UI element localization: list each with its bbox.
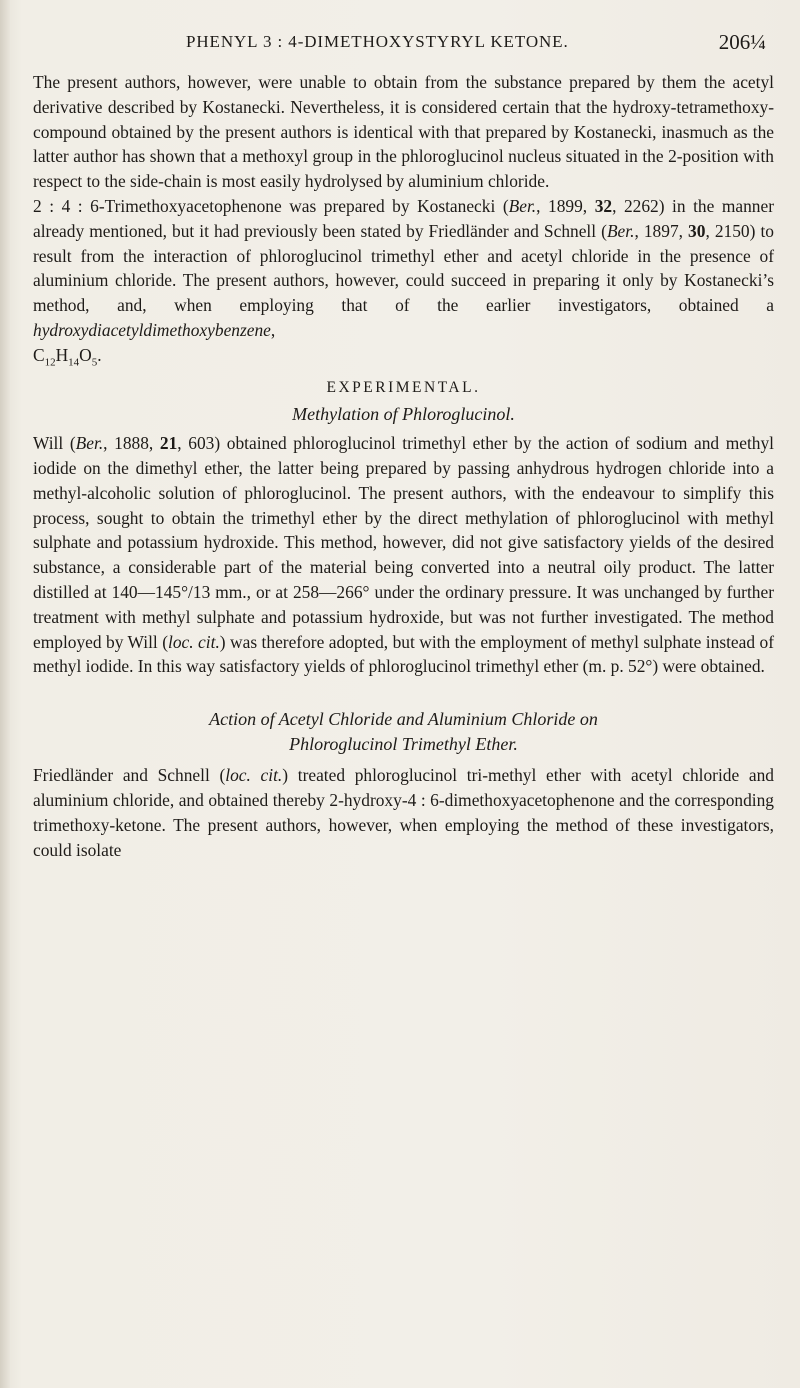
p3-ref-journal: Ber. <box>75 433 104 454</box>
p3-loc-cit: loc. cit. <box>168 631 220 652</box>
formula-end: . <box>97 344 102 365</box>
page-body <box>33 70 774 862</box>
paragraph-2 <box>33 194 774 343</box>
p2-ref2-volume: 30 <box>688 220 706 241</box>
p2-ref2-year: , 1897, <box>634 220 689 241</box>
p3-text-b: , 603) obtained phloroglucinol trimethyl ether by the action of sodium and methyl iodide on the dimethyl ether, the latter being prepared by passing anhydrous hydrogen chloride into a methyl-alcoholic solution of phloroglucinol. The present authors, with the endeavour to simplify this process, sought to obtain the trimethyl ether by the direct methylation of phloroglucinol with methyl sulphate and potassium hydroxide. This method, however, did not give satisfactory yields of the desired substance, a considerable part of the material being converted into a neutral oily product. The latter distilled at 140—145°/13 mm., or at 258—266° under the ordinary pressure. It was unchanged by further treatment with methyl sulphate and potassium hydroxide, but was not further investigated. The method employed by Will ( <box>33 433 775 652</box>
formula-o: O <box>79 344 92 365</box>
p4-text-b: ) treated phloroglucinol tri-methyl ether with acetyl chloride and aluminium chloride, and obtained thereby 2-hydroxy-4 : 6-dimethoxyacetophenone and the corresponding trimethoxy-ketone. The present authors, however, when employing the method of these investigators, could isolate <box>33 765 774 860</box>
formula-c-count: 12 <box>44 356 56 369</box>
subheading-acetyl-chloride <box>33 707 774 757</box>
p3-text-a: Will ( <box>33 433 76 454</box>
formula-c: C <box>33 344 45 365</box>
page-number: 206¼ <box>718 30 766 54</box>
page-header <box>0 30 800 60</box>
p3-ref-year: , 1888, <box>103 433 160 454</box>
page-binding-shadow <box>0 0 10 1388</box>
p2-ref2-journal: Ber. <box>606 220 635 241</box>
p4-loc-cit: loc. cit. <box>225 765 283 786</box>
formula-o-count: 5 <box>91 356 98 369</box>
section-title: EXPERIMENTAL. <box>326 379 481 397</box>
paragraph-3 <box>33 431 774 679</box>
p2-ref1-journal: Ber. <box>508 195 537 216</box>
p3-text-c: ) was therefore adopted, but with the employment of methyl sulphate instead of methyl iodide. In this way satisfactory yields of phloroglucinol trimethyl ether (m. p. 52°) were obtained. <box>33 631 775 677</box>
p4-text-a: Friedländer and Schnell ( <box>33 765 226 786</box>
formula-h: H <box>55 344 69 365</box>
molecular-formula <box>33 343 774 374</box>
p2-text-b: , 2150) to result from the interaction of phloroglucinol trimethyl ether and acetyl chloride in the presence of aluminium chloride. The present authors, however, could succeed in preparing it only by Kostanecki’s method, and, when employing that of the earlier investigators, obtained a <box>33 220 774 316</box>
running-head: PHENYL 3 : 4-DIMETHOXYSTYRYL KETONE. <box>186 32 569 51</box>
p2-text-a: 2 : 4 : 6-Trimethoxyacetophenone was prepared by Kostanecki ( <box>33 195 509 216</box>
p3-ref-volume: 21 <box>159 433 178 454</box>
subheading-line-1: Action of Acetyl Chloride and Aluminium Chloride on <box>209 709 598 730</box>
p2-ref1-page: , 2262) in the manner already mentioned, but it had previously been stated by Friedländer and Schnell ( <box>33 195 775 241</box>
paragraph-4 <box>33 763 774 862</box>
subheading-methylation: Methylation of Phloroglucinol. <box>292 404 515 425</box>
formula-h-count: 14 <box>68 356 80 369</box>
paragraph-1: The present authors, however, were unable to obtain from the substance prepared by them the acetyl derivative described by Kostanecki. Nevertheless, it is considered certain that the hydroxy-tetramethoxy-compound obtained by the present authors is identical with that prepared by Kostanecki, inasmuch as the latter author has shown that a methoxyl group in the phloroglucinol nucleus situated in the 2-position with respect to the side-chain is most easily hydrolysed by aluminium chloride. <box>33 72 774 192</box>
p2-end: , <box>270 319 276 340</box>
subheading-line-2: Phloroglucinol Trimethyl Ether. <box>289 734 518 755</box>
p2-compound-name: hydroxydiacetyldimethoxybenzene <box>33 319 271 340</box>
p2-ref1-volume: 32 <box>594 195 613 216</box>
p2-ref1-year: , 1899, <box>536 195 595 216</box>
